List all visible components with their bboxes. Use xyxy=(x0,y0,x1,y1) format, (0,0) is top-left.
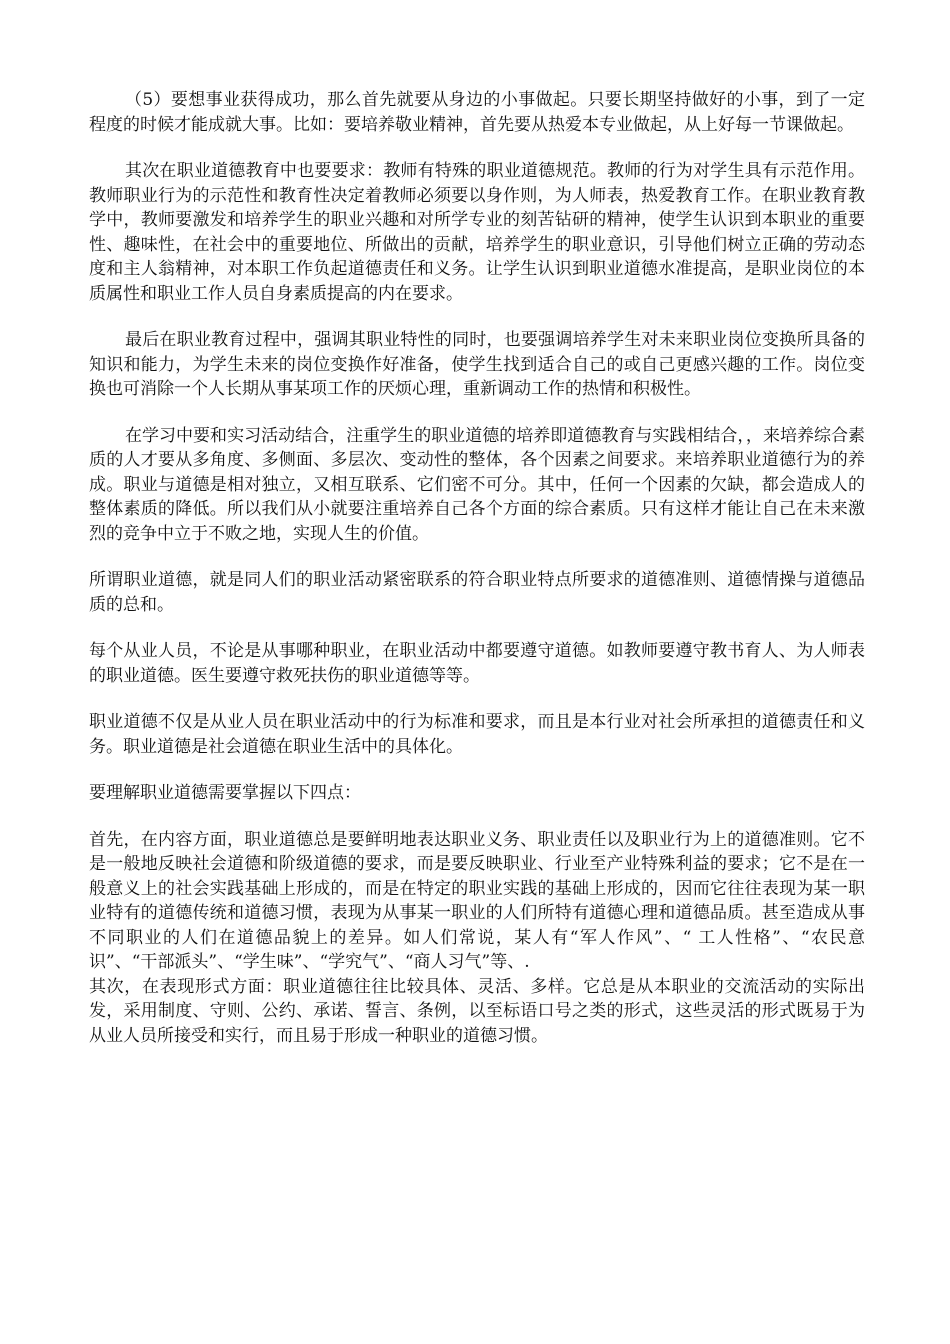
paragraph-four-points-intro: 要理解职业道德需要掌握以下四点： xyxy=(89,783,361,803)
paragraph-teacher-ethics: 其次在职业道德教育中也要要求：教师有特殊的职业道德规范。教师的行为对学生具有示范作用。教师职业行为的示范性和教育性决定着教师必须要以身作则，为人师表，热爱教育工作。在职业教育教学中，教师要激发和培养学生的职业兴趣和对所学专业的刻苦钻研的精神，使学生认识到本职业的重要性、趣味性，在社会中的重要地位、所做出的贡献，培养学生的职业意识，引导他们树立正确的劳动态度和主人翁精神，对本职工作负起道德责任和义务。让学生认识到职业道德水准提高，是职业岗位的本质属性和职业工作人员自身素质提高的内在要求。 xyxy=(89,161,865,304)
paragraph-definition: 所谓职业道德，就是同人们的职业活动紧密联系的符合职业特点所要求的道德准则、道德情操与道德品质的总和。 xyxy=(89,570,865,615)
document-page xyxy=(89,88,865,1070)
paragraph-form-aspect: 其次，在表现形式方面：职业道德往往比较具体、灵活、多样。它总是从本职业的交流活动的实际出发，采用制度、守则、公约、承诺、誓言、条例，以至标语口号之类的形式，这些灵活的形式既易于为从业人员所接受和实行，而且易于形成一种职业的道德习惯。 xyxy=(89,976,865,1046)
paragraph-standards-responsibility: 职业道德不仅是从业人员在职业活动中的行为标准和要求，而且是本行业对社会所承担的道德责任和义务。职业道德是社会道德在职业生活中的具体化。 xyxy=(89,712,865,757)
paragraph-job-change: 最后在职业教育过程中，强调其职业特性的同时，也要强调培养学生对未来职业岗位变换所具备的知识和能力，为学生未来的岗位变换作好准备，使学生找到适合自己的或自己更感兴趣的工作。岗位变换也可消除一个人长期从事某项工作的厌烦心理，重新调动工作的热情和积极性。 xyxy=(89,330,865,399)
paragraph-every-employee: 每个从业人员，不论是从事哪种职业，在职业活动中都要遵守道德。如教师要遵守教书育人、为人师表的职业道德。医生要遵守救死扶伤的职业道德等等。 xyxy=(89,641,865,686)
paragraph-content-aspect: 首先，在内容方面，职业道德总是要鲜明地表达职业义务、职业责任以及职业行为上的道德准则。它不是一般地反映社会道德和阶级道德的要求，而是要反映职业、行业至产业特殊利益的要求；它不是在一般意义上的社会实践基础上形成的，而是在特定的职业实践的基础上形成的，因而它往往表现为某一职业特有的道德传统和道德习惯，表现为从事某一职业的人们所特有道德心理和道德品质。甚至造成从事不同职业的人们在道德品貌上的差异。如人们常说，某人有“军人作风”、“ 工人性格”、“农民意识”、“干部派头”、“学生味”、“学究气”、“商人习气”等、. xyxy=(89,829,865,972)
paragraph-practice-combination: 在学习中要和实习活动结合，注重学生的职业道德的培养即道德教育与实践相结合，，来培养综合素质的人才要从多角度、多侧面、多层次、变动性的整体，各个因素之间要求。来培养职业道德行为的养成。职业与道德是相对独立，又相互联系、它们密不可分。其中，任何一个因素的欠缺，都会造成人的整体素质的降低。所以我们从小就要注重培养自己各个方面的综合素质。只有这样才能让自己在未来激烈的竞争中立于不败之地，实现人生的价值。 xyxy=(89,425,865,544)
paragraph-success-small-things: （5）要想事业获得成功，那么首先就要从身边的小事做起。只要长期坚持做好的小事，到了一定程度的时候才能成就大事。比如：要培养敬业精神，首先要从热爱本专业做起，从上好每一节课做起。 xyxy=(89,90,865,135)
